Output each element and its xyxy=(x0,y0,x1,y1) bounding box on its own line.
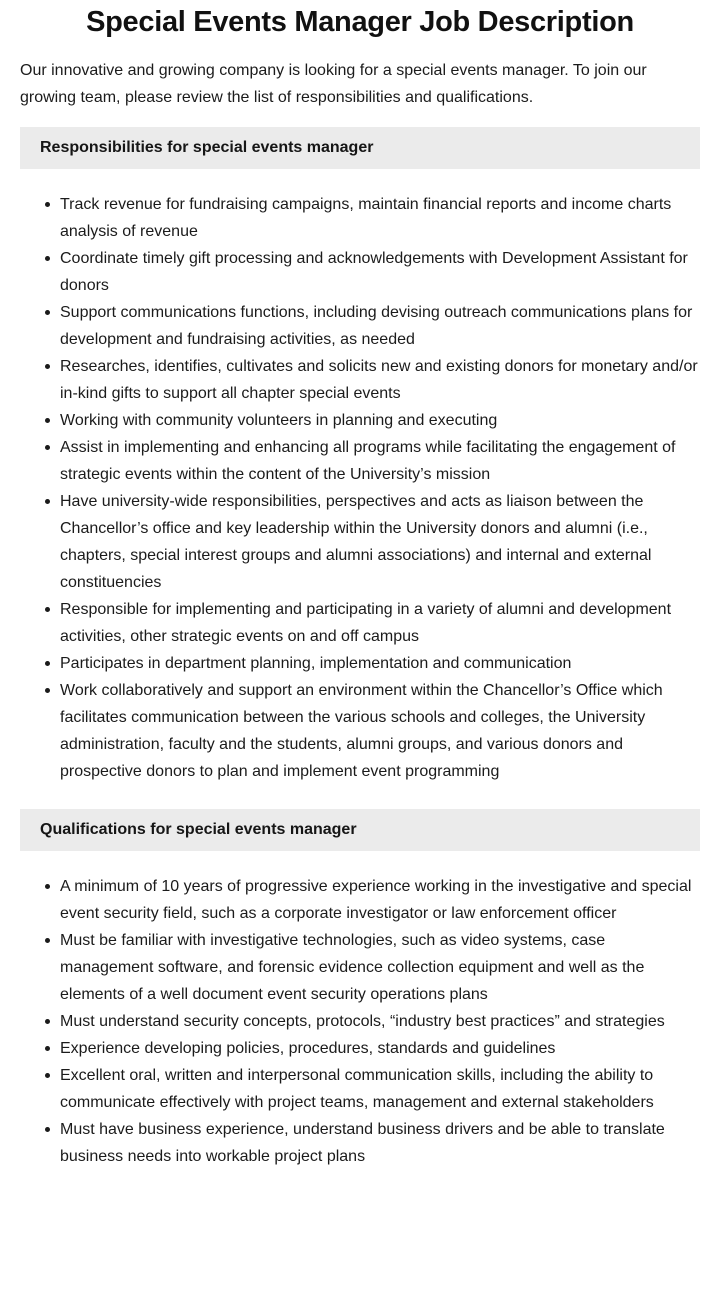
list-item: Track revenue for fundraising campaigns, maintain financial reports and income charts analysis of revenue xyxy=(60,191,700,245)
list-item: Responsible for implementing and participating in a variety of alumni and development activities, other strategic events on and off campus xyxy=(60,596,700,650)
section-heading-responsibilities: Responsibilities for special events manager xyxy=(20,127,700,169)
section-responsibilities xyxy=(20,127,700,785)
job-description-document xyxy=(0,6,720,1224)
list-item: Work collaboratively and support an environment within the Chancellor’s Office which facilitates communication between the various schools and colleges, the University administration, faculty and the students, alumni groups, and various donors and prospective donors to plan and implement event programming xyxy=(60,677,700,785)
list-item: Have university-wide responsibilities, perspectives and acts as liaison between the Chancellor’s office and key leadership within the University donors and alumni (i.e., chapters, special interest groups and alumni associations) and internal and external constituencies xyxy=(60,488,700,596)
list-item: A minimum of 10 years of progressive experience working in the investigative and special event security field, such as a corporate investigator or law enforcement officer xyxy=(60,873,700,927)
list-item: Support communications functions, including devising outreach communications plans for development and fundraising activities, as needed xyxy=(60,299,700,353)
list-item: Excellent oral, written and interpersonal communication skills, including the ability to communicate effectively with project teams, management and external stakeholders xyxy=(60,1062,700,1116)
list-item: Researches, identifies, cultivates and solicits new and existing donors for monetary and/or in-kind gifts to support all chapter special events xyxy=(60,353,700,407)
section-heading-qualifications: Qualifications for special events manager xyxy=(20,809,700,851)
page-title: Special Events Manager Job Description xyxy=(86,6,634,38)
list-item: Coordinate timely gift processing and acknowledgements with Development Assistant for donors xyxy=(60,245,700,299)
qualifications-list xyxy=(20,873,700,1170)
list-item: Must understand security concepts, protocols, “industry best practices” and strategies xyxy=(60,1008,700,1035)
list-item: Working with community volunteers in planning and executing xyxy=(60,407,700,434)
list-item: Assist in implementing and enhancing all programs while facilitating the engagement of strategic events within the content of the University’s mission xyxy=(60,434,700,488)
section-qualifications xyxy=(20,809,700,1170)
list-item: Must be familiar with investigative technologies, such as video systems, case management software, and forensic evidence collection equipment and well as the elements of a well document event security operations plans xyxy=(60,927,700,1008)
intro-paragraph: Our innovative and growing company is looking for a special events manager. To join our growing team, please review the list of responsibilities and qualifications. xyxy=(20,62,647,106)
list-item: Experience developing policies, procedures, standards and guidelines xyxy=(60,1035,700,1062)
list-item: Participates in department planning, implementation and communication xyxy=(60,650,700,677)
list-item: Must have business experience, understand business drivers and be able to translate business needs into workable project plans xyxy=(60,1116,700,1170)
responsibilities-list xyxy=(20,191,700,785)
